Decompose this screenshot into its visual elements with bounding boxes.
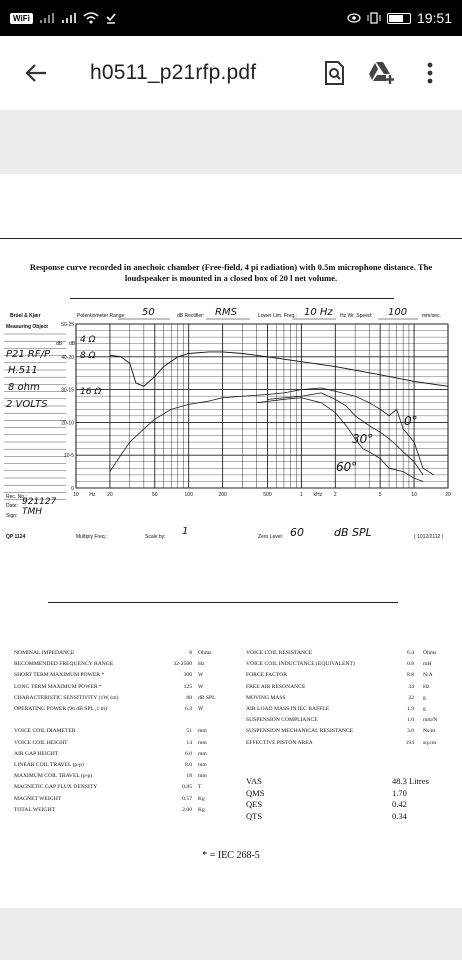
add-to-drive-icon [368, 61, 396, 85]
brand-label: Brüel & Kjær [10, 313, 41, 319]
spec-right-unit: Ns/m [423, 728, 436, 735]
spec-left-unit: mm [198, 750, 207, 757]
x-tick-label: Hz [89, 492, 96, 498]
spec-right-name: AIR LOAD MASS IN IEC BAFFLE [246, 706, 330, 712]
spec-right-value: 8.8 [407, 672, 414, 679]
scale-by-value: 1 [182, 526, 189, 537]
frequency-response-chart [0, 304, 462, 574]
spec-left-name: LONG TERM MAXIMUM POWER * [14, 683, 102, 690]
x-tick-label: 20 [445, 492, 451, 498]
spec-left-value: 300 [183, 672, 192, 679]
document-title: h0511_p21rfp.pdf [90, 61, 257, 84]
wifi-icon [83, 12, 99, 24]
chart-series [110, 352, 448, 482]
spec-left-unit: W [198, 683, 204, 690]
spec-right-unit: mH [423, 661, 432, 668]
search-doc-button[interactable] [314, 53, 354, 93]
imp-mark-16: 16 Ω [80, 387, 102, 397]
spec-right-value: 6.4 [407, 650, 414, 656]
status-bar [0, 0, 462, 36]
spec-left-value: 6.3 [185, 706, 192, 712]
spec-right-name: FORCE FACTOR [246, 672, 287, 679]
spec-left-unit: W [198, 672, 204, 679]
spec-right-value: 34 [408, 683, 414, 690]
qp-label: QP 1124 [6, 534, 26, 540]
eye-icon [347, 13, 361, 23]
pot-range-value: 50 [142, 307, 155, 318]
spec-left-name: MAGNET WEIGHT [14, 795, 62, 802]
spec-left-value [162, 715, 192, 725]
chart-labels [61, 322, 451, 498]
wr-speed-unit: mm/sec. [422, 313, 441, 319]
x-tick-label: 500 [263, 492, 272, 498]
x-tick-label: 10 [73, 492, 79, 498]
spec-left-value: 2.00 [182, 806, 192, 813]
spec-left-unit: T [198, 784, 202, 791]
arrow-left-icon [25, 63, 47, 83]
spec-left-value: 88 [186, 694, 192, 701]
spec-ts-value: 0.34 [392, 810, 407, 821]
spec-left-name: OPERATING POWER (96 dB SPL ,1 m) [14, 706, 107, 712]
page-gap-bottom [0, 908, 462, 960]
caption-line-2: loudspeaker is mounted in a closed box of 20 l net volume. [124, 273, 338, 283]
spec-ts-value: 48.3 Litres [392, 776, 429, 786]
spec-left-unit: mm [198, 739, 207, 746]
wr-speed-value: 100 [388, 307, 408, 318]
spec-left-name: RECOMMENDED FREQUENCY RANGE [14, 661, 114, 668]
spec-right-value: 22 [408, 694, 414, 701]
spec-left-value: 0.85 [182, 784, 192, 791]
x-tick-label: 20 [107, 492, 113, 498]
y-tick-label: 20-10 [61, 420, 74, 427]
wr-speed-label: Hz Wr. Speed: [340, 313, 373, 319]
spec-left-name: TOTAL WEIGHT [14, 806, 55, 813]
x-tick-label: 50 [151, 492, 158, 498]
zero-level-unit: dB SPL [334, 526, 372, 539]
spec-right-value: 3.0 [407, 728, 414, 735]
spec-left-value: 51 [186, 728, 192, 735]
spec-left-name: MAXIMUM COIL TRAVEL (p-p) [14, 773, 93, 780]
add-to-drive-button[interactable] [362, 53, 402, 93]
spec-right-value: 1.9 [407, 706, 414, 712]
spec-left-unit: mm [198, 762, 207, 768]
spec-left-unit: W [198, 706, 204, 712]
db-unit-label-1: dB [56, 341, 63, 347]
signal-icon [39, 12, 55, 24]
page-gap-top [0, 110, 462, 174]
spec-right-value: 0.8 [407, 661, 414, 668]
angle-mark-0: 0° [404, 414, 418, 428]
spec-right-name: SUSPENSION MECHANICAL RESISTANCE [246, 728, 354, 735]
angle-mark-30: 30° [352, 432, 374, 446]
note-impedance: 8 ohm [8, 382, 40, 393]
spec-left-unit: Ohms [198, 650, 212, 656]
multiply-freq-label: Multiply Freq.: [76, 534, 108, 540]
rectifier-label: dB Rectifier: [177, 313, 205, 319]
spec-ts-name: QMS [246, 787, 265, 798]
signal-icon-2 [61, 12, 77, 24]
spec-left-value: 0.57 [182, 795, 192, 802]
spec-left-unit: mm [198, 728, 207, 735]
note-code: H.511 [8, 365, 38, 376]
note-voltage: 2 VOLTS [6, 399, 48, 410]
figure-caption [14, 262, 448, 284]
date-value: 921127 [22, 497, 57, 507]
more-options-button[interactable] [410, 53, 450, 93]
x-tick-label: 5 [378, 492, 382, 498]
spec-right-name: SUSPENSION COMPLIANCE [246, 717, 318, 724]
spec-left-name: SHORT TERM MAXIMUM POWER * [14, 672, 105, 679]
spec-right-name: VOICE COIL RESISTANCE [246, 650, 313, 656]
spec-ts-value: 1.70 [392, 787, 407, 798]
download-done-icon [105, 12, 117, 24]
pot-range-label: Potentiometer Range: [77, 313, 126, 319]
spec-left-name: VOICE COIL DIAMETER [14, 728, 76, 735]
spec-left-value: 8 [189, 650, 192, 656]
x-tick-label: 100 [184, 492, 193, 498]
spec-left-name: CHARACTERISTIC SENSITIVITY (1W,1m) [14, 694, 119, 701]
imp-mark-8: 8 Ω [80, 351, 96, 361]
iec-footnote: * = IEC 268-5 [202, 850, 260, 861]
more-vert-icon [427, 62, 433, 84]
status-left [10, 12, 117, 24]
spec-left-unit: mm [198, 773, 207, 780]
spec-ts-name: VAS [246, 776, 262, 786]
plot-frame [76, 324, 448, 488]
y-tick-label: 10-5 [63, 453, 74, 460]
spec-right-unit: Hz [423, 683, 430, 690]
db-unit-label-2: dB [69, 341, 76, 347]
spec-ts-name: QES [246, 799, 263, 809]
x-tick-label: 200 [218, 492, 227, 498]
spec-left-unit: Kg [198, 806, 205, 813]
spec-left-name: NOMINAL IMPEDANCE [14, 650, 75, 656]
spec-right-value: 194 [405, 739, 414, 746]
wifi-badge: WiFi [10, 13, 33, 24]
y-tick-label: 40-20 [61, 354, 74, 361]
imp-mark-4: 4 Ω [80, 335, 96, 345]
x-tick-label: 1 [299, 492, 303, 498]
search-doc-icon [323, 61, 345, 85]
spec-ts-name: QTS [246, 810, 263, 821]
lower-lim-value: 10 Hz [304, 307, 333, 318]
spec-left-value: 14 [186, 739, 192, 746]
y-tick-label: 50-25 [61, 322, 74, 328]
spec-right-value: 1.0 [407, 717, 414, 724]
x-tick-label: 2 [333, 492, 337, 498]
y-tick-label: 0 [71, 486, 74, 492]
vibrate-icon [367, 12, 381, 24]
lower-lim-label: Lower Lim. Freq.: [258, 313, 297, 319]
caption-rule [70, 298, 394, 299]
spec-right-name: VOICE COIL INDUCTANCE (EQUIVALENT) [246, 661, 355, 668]
back-button[interactable] [14, 51, 58, 95]
clock: 19:51 [416, 10, 452, 26]
spec-ts-value: 0.42 [392, 799, 407, 809]
angle-mark-60: 60° [336, 460, 358, 474]
spec-right-name: EFFECTIVE PISTON AREA [246, 739, 313, 746]
spec-right-unit: Ohms [423, 650, 437, 656]
top-rule [0, 238, 462, 239]
spec-left-value: 6.0 [185, 750, 192, 757]
y-tick-label: 30-15 [61, 387, 74, 394]
spec-left-value: 32-2500 [173, 661, 192, 668]
spec-right-unit: N/A [423, 672, 433, 679]
spec-left-name: MAGNETIC GAP FLUX DENSITY [14, 784, 98, 791]
sign-label: Sign: [6, 513, 18, 519]
spec-right-unit: g [423, 694, 426, 701]
note-model: P21 RF/P [6, 349, 51, 360]
rec-no-label: Rec. No.: [6, 494, 27, 500]
spec-right-name: MOVING MASS [246, 694, 286, 701]
spec-left-name: AIR GAP HEIGHT [14, 750, 59, 757]
measuring-object-label: Measuring Object [6, 324, 48, 330]
date-label: Date: [6, 503, 18, 509]
chart-rule [48, 602, 398, 603]
app-bar-actions [314, 53, 450, 93]
spec-right-name: FREE AIR RESONANCE [246, 683, 306, 690]
spec-left-name: LINEAR COIL TRAVEL (p-p) [14, 762, 84, 768]
battery-icon [387, 13, 411, 24]
form-no-label: ( 1012/2112 ) [414, 534, 444, 540]
caption-line-1: Response curve recorded in anechoic chamber (Free-field, 4 pi radiation) with 0.5m microphone distance. The [29, 262, 433, 272]
scale-by-label: Scale by: [145, 534, 166, 540]
spec-left-value: 125 [183, 683, 192, 690]
spec-left-name: VOICE COIL HEIGHT [14, 739, 68, 746]
spec-left-unit: dB SPL [198, 694, 216, 701]
zero-level-value: 60 [290, 526, 304, 539]
spec-left-unit: Kg [198, 795, 205, 802]
status-right [347, 10, 452, 26]
app-bar [0, 36, 462, 110]
zero-level-label: Zero Level: [258, 534, 284, 540]
spec-left-value: 8.0 [185, 762, 192, 768]
spec-left-unit: Hz [198, 661, 205, 668]
x-tick-label: 10 [411, 492, 417, 498]
rectifier-value: RMS [215, 307, 237, 318]
spec-right-unit: g [423, 706, 426, 712]
pdf-page[interactable] [0, 174, 462, 908]
spec-right-unit: mm/N [423, 717, 438, 724]
spec-left-value: 18 [186, 773, 192, 780]
x-tick-label: kHz [313, 492, 323, 498]
spec-right-unit: sq.cm [423, 739, 437, 746]
sign-value: TMH [22, 507, 43, 517]
